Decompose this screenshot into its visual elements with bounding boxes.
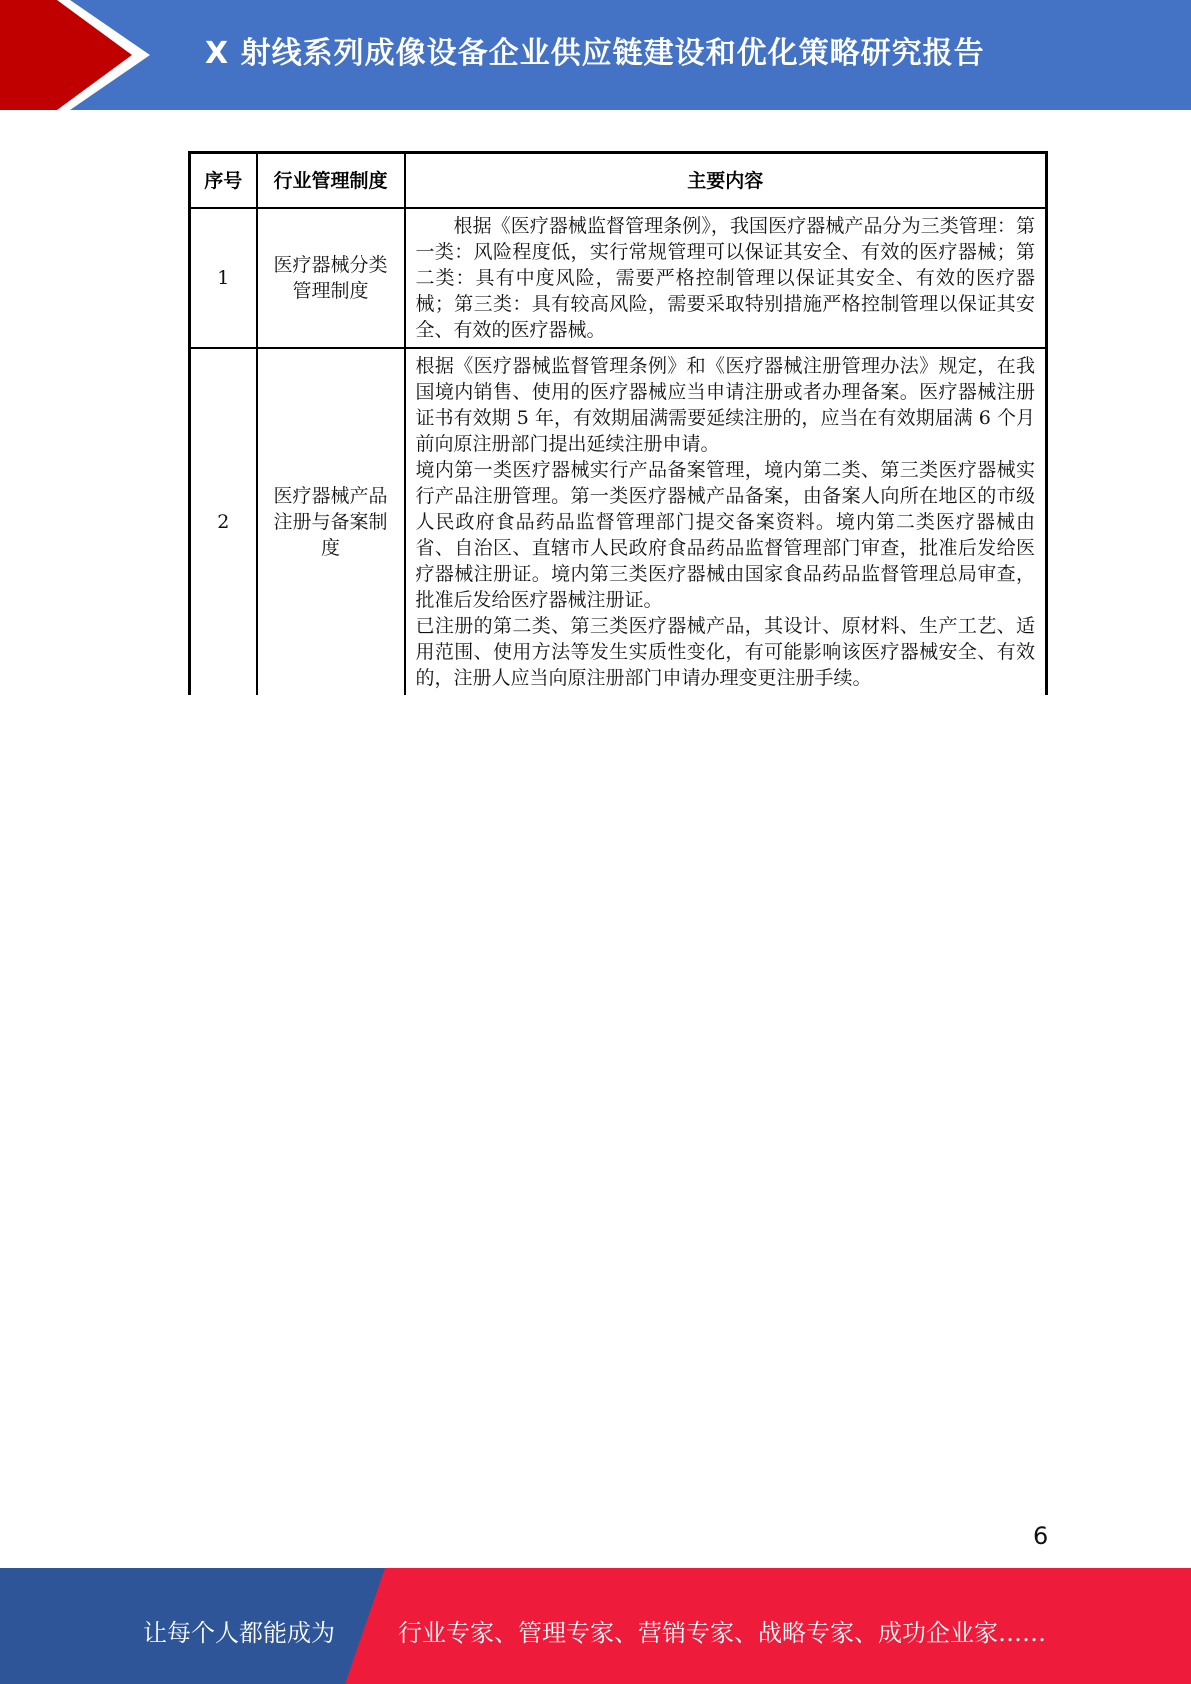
header-banner — [0, 0, 1191, 110]
regulation-table-container — [188, 151, 1045, 695]
row-content — [405, 208, 1047, 348]
page-number: 6 — [1033, 1522, 1049, 1550]
row-number: 1 — [190, 208, 257, 348]
table-row — [190, 208, 1047, 348]
content-paragraph: 已注册的第二类、第三类医疗器械产品，其设计、原材料、生产工艺、适用范围、使用方法等发生实质性变化，有可能影响该医疗器械安全、有效的，注册人应当向原注册部门申请办理变更注册手续。 — [415, 615, 1035, 689]
table-row — [190, 348, 1047, 695]
row-number: 2 — [190, 348, 257, 695]
table-header-row — [190, 153, 1047, 209]
header-cell-system: 行业管理制度 — [257, 153, 405, 209]
row-content — [405, 348, 1047, 695]
row-system-name: 医疗器械分类管理制度 — [257, 208, 405, 348]
footer-slogan-right: 行业专家、管理专家、营销专家、战略专家、成功企业家…… — [398, 1619, 1046, 1647]
header-cell-content: 主要内容 — [405, 153, 1047, 209]
header-cell-number: 序号 — [190, 153, 257, 209]
footer-slogan-left: 让每个人都能成为 — [143, 1619, 335, 1647]
regulation-table — [188, 151, 1048, 695]
header-chevron-decoration — [0, 0, 150, 110]
row-system-name: 医疗器械产品注册与备案制度 — [257, 348, 405, 695]
content-paragraph: 根据《医疗器械监督管理条例》，我国医疗器械产品分为三类管理：第一类：风险程度低，实行常规管理可以保证其安全、有效的医疗器械；第二类：具有中度风险，需要严格控制管理以保证其安全、有效的医疗器械；第三类：具有较高风险，需要采取特别措施严格控制管理以保证其安全、有效的医疗器械。 — [415, 215, 1035, 341]
content-paragraph: 境内第一类医疗器械实行产品备案管理，境内第二类、第三类医疗器械实行产品注册管理。第一类医疗器械产品备案，由备案人向所在地区的市级人民政府食品药品监督管理部门提交备案资料。境内第二类医疗器械由省、自治区、直辖市人民政府食品药品监督管理部门审查，批准后发给医疗器械注册证。境内第三类医疗器械由国家食品药品监督管理总局审查，批准后发给医疗器械注册证。 — [415, 459, 1035, 611]
footer-banner — [0, 1568, 1191, 1684]
document-title: X 射线系列成像设备企业供应链建设和优化策略研究报告 — [205, 36, 985, 71]
content-paragraph: 根据《医疗器械监督管理条例》和《医疗器械注册管理办法》规定，在我国境内销售、使用的医疗器械应当申请注册或者办理备案。医疗器械注册证书有效期 5 年，有效期届满需要延续注册的，应当在有效期届满 6 个月前向原注册部门提出延续注册申请。 — [415, 355, 1035, 455]
